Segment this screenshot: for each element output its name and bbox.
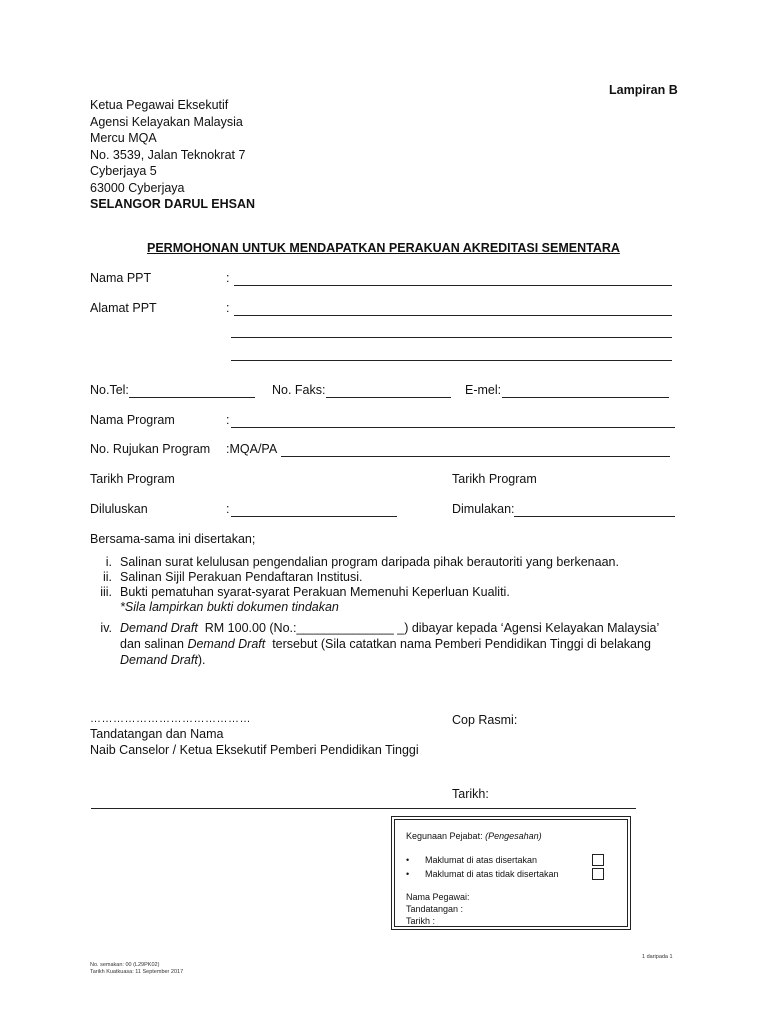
dimulakan-field[interactable] <box>514 505 675 517</box>
list-item <box>90 570 690 585</box>
bullet-icon: • <box>406 869 410 879</box>
rujukan-prefix: :MQA/PA <box>226 442 278 456</box>
label-alamat-ppt: Alamat PPT <box>90 301 157 315</box>
effective-date: Tarikh Kuatkuasa: 11 September 2017 <box>90 969 184 975</box>
list-number: ii. <box>102 570 112 584</box>
list-text: Salinan surat kelulusan pengendalian program daripada pihak berautoriti yang berkenaan. <box>120 555 619 569</box>
list-item <box>90 555 690 570</box>
nama-pegawai-label: Nama Pegawai: <box>406 892 470 902</box>
alamat-ppt-field-line3[interactable] <box>231 349 672 361</box>
address-line: 63000 Cyberjaya <box>90 180 185 195</box>
enclosure-item-iv <box>90 620 690 668</box>
nama-program-field[interactable] <box>231 416 675 428</box>
enclosures-intro: Bersama-sama ini disertakan; <box>90 532 256 546</box>
label-dimulakan: Dimulakan: <box>452 502 515 516</box>
recipient-address <box>90 97 255 213</box>
colon: : <box>226 413 230 427</box>
label-nama-program: Nama Program <box>90 413 175 427</box>
checkbox-disertakan[interactable] <box>592 854 604 866</box>
label-tarikh-program-diluluskan: Tarikh Program <box>90 472 175 486</box>
list-number: iii. <box>100 585 112 599</box>
colon: : <box>226 502 230 516</box>
tarikh-office-label: Tarikh : <box>406 916 436 926</box>
list-item <box>90 600 690 615</box>
page-number: 1 daripada 1 <box>642 954 673 960</box>
office-use-box <box>391 816 631 930</box>
list-text: Salinan Sijil Perakuan Pendaftaran Institusi. <box>120 570 363 584</box>
option-tidak-disertakan: Maklumat di atas tidak disertakan <box>425 869 559 879</box>
form-title: PERMOHONAN UNTUK MENDAPATKAN PERAKUAN AKREDITASI SEMENTARA <box>147 241 620 255</box>
list-item <box>90 585 690 600</box>
demand-draft-term: Demand Draft <box>120 653 198 667</box>
signatory-title: Naib Canselor / Ketua Eksekutif Pemberi Pendidikan Tinggi <box>90 743 419 757</box>
item-iv-line2-start: dan salinan <box>120 637 184 651</box>
label-nama-ppt: Nama PPT <box>90 271 152 285</box>
enclosure-list <box>90 555 690 615</box>
cop-rasmi-label: Cop Rasmi: <box>452 713 518 727</box>
no-rujukan-field[interactable] <box>281 445 670 457</box>
address-line: Mercu MQA <box>90 131 157 145</box>
alamat-ppt-field-line1[interactable] <box>234 304 672 316</box>
attachment-label: Lampiran B <box>609 83 678 97</box>
list-number: i. <box>105 555 112 569</box>
item-iv-line3: ). <box>197 653 206 667</box>
colon: : <box>226 271 230 285</box>
enclosure-note: *Sila lampirkan bukti dokumen tindakan <box>120 600 339 614</box>
signature-label: Tandatangan dan Nama <box>90 727 224 741</box>
label-no-tel: No.Tel: <box>90 383 129 397</box>
signature-dots: …………………………………… <box>90 713 251 725</box>
bullet-icon: • <box>406 855 410 865</box>
list-text: Bukti pematuhan syarat-syarat Perakuan Memenuhi Keperluan Kualiti. <box>120 585 510 599</box>
address-line: Cyberjaya 5 <box>90 164 157 178</box>
label-diluluskan: Diluluskan <box>90 502 148 516</box>
label-emel: E-mel: <box>465 383 502 397</box>
list-number: iv. <box>100 621 112 635</box>
item-iv-line2: tersebut (Sila catatkan nama Pemberi Pendidikan Tinggi di belakang <box>272 637 651 651</box>
address-line: Agensi Kelayakan Malaysia <box>90 114 243 129</box>
address-line: No. 3539, Jalan Teknokrat 7 <box>90 147 246 162</box>
label-no-rujukan: No. Rujukan Program <box>90 442 211 456</box>
diluluskan-field[interactable] <box>231 505 397 517</box>
emel-field[interactable] <box>502 386 669 398</box>
divider <box>91 808 636 809</box>
nama-ppt-field[interactable] <box>234 274 672 286</box>
checkbox-tidak-disertakan[interactable] <box>592 868 604 880</box>
option-disertakan: Maklumat di atas disertakan <box>425 855 538 865</box>
label-tarikh-program-dimulakan: Tarikh Program <box>452 472 537 486</box>
address-line: Ketua Pegawai Eksekutif <box>90 98 229 112</box>
no-tel-field[interactable] <box>129 386 255 398</box>
label-no-faks: No. Faks: <box>272 383 326 397</box>
tandatangan-label: Tandatangan : <box>406 904 464 914</box>
address-state: SELANGOR DARUL EHSAN <box>90 197 256 211</box>
demand-draft-term: Demand Draft <box>120 621 198 635</box>
alamat-ppt-field-line2[interactable] <box>231 326 672 338</box>
office-use-title: Kegunaan Pejabat: (Pengesahan) <box>406 831 542 841</box>
no-faks-field[interactable] <box>326 386 451 398</box>
revision-number: No. semakan: 00 (L29PK02) <box>90 962 160 968</box>
tarikh-label: Tarikh: <box>452 787 489 801</box>
colon: : <box>226 301 230 315</box>
item-iv-line1: RM 100.00 (No.:______________ _) dibayar kepada ‘Agensi Kelayakan Malaysia’ <box>204 621 660 635</box>
demand-draft-term: Demand Draft <box>187 637 266 651</box>
